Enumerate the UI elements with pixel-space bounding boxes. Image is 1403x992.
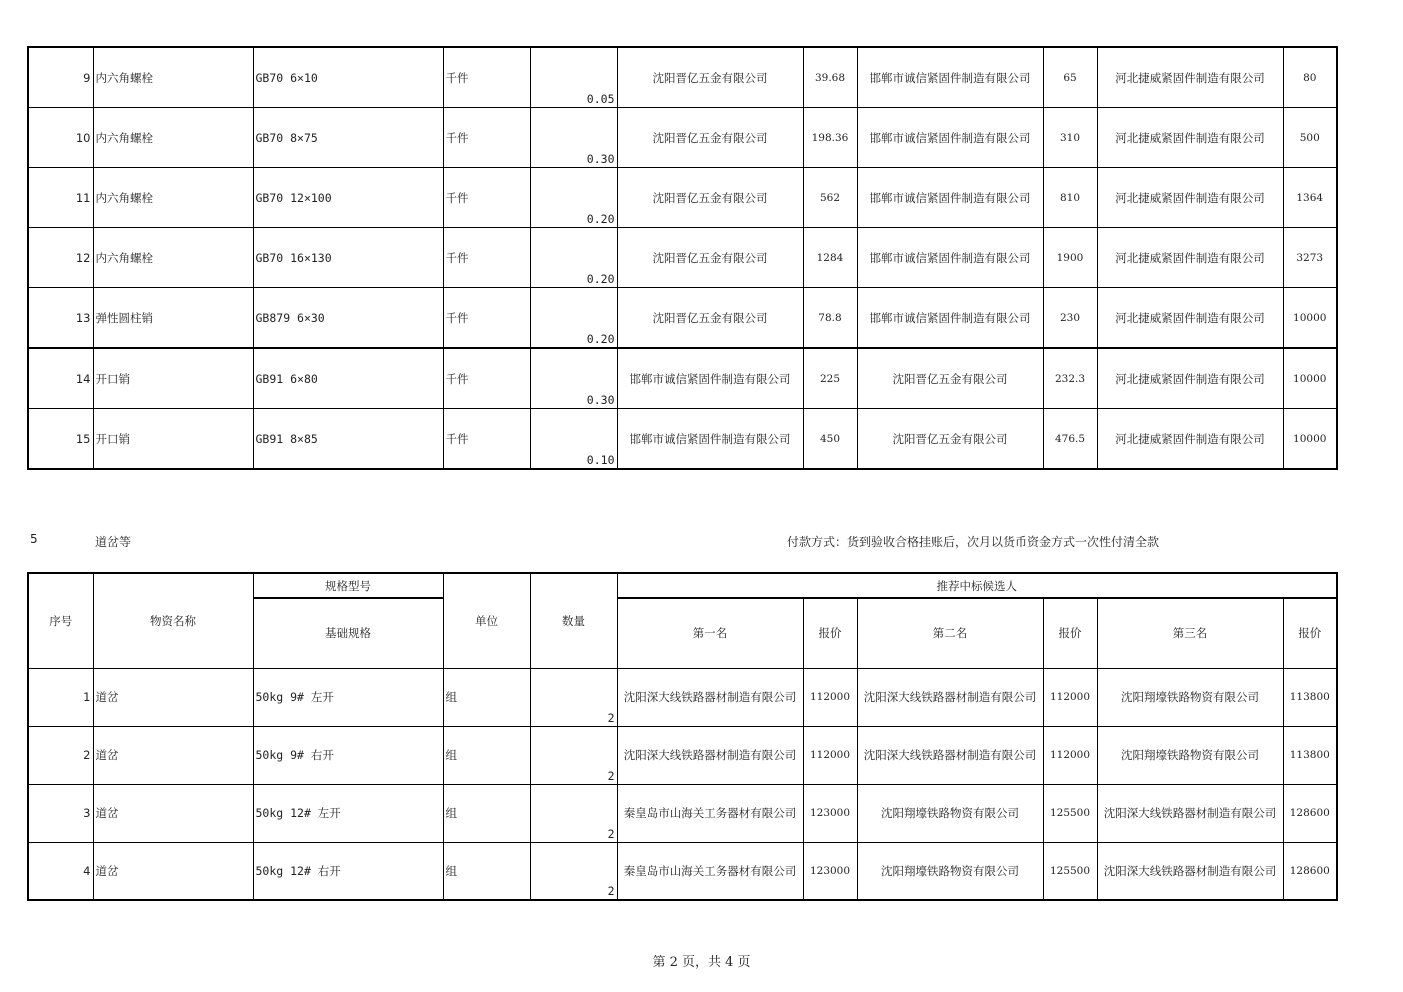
unit: 千件 — [443, 348, 530, 409]
third-candidate: 河北捷威紧固件制造有限公司 — [1097, 168, 1283, 228]
table-row — [28, 668, 1337, 726]
quantity: 0.20 — [530, 288, 617, 349]
section-name: 道岔等 — [95, 535, 132, 549]
first-price: 225 — [803, 348, 857, 409]
unit: 千件 — [443, 409, 530, 470]
first-price: 123000 — [803, 842, 857, 900]
page-footer: 第 2 页，共 4 页 — [652, 955, 751, 970]
second-price: 476.5 — [1043, 409, 1097, 470]
third-price: 10000 — [1283, 409, 1337, 470]
spec: GB879 6×30 — [253, 288, 443, 349]
section-number: 5 — [30, 532, 38, 546]
second-price: 125500 — [1043, 842, 1097, 900]
spec: GB91 8×85 — [253, 409, 443, 470]
table-row — [28, 784, 1337, 842]
header-price2: 报价 — [1043, 598, 1097, 668]
first-price: 198.36 — [803, 108, 857, 168]
third-candidate: 沈阳翔壕铁路物资有限公司 — [1097, 668, 1283, 726]
table-row — [28, 288, 1337, 349]
material-name: 内六角螺栓 — [93, 108, 253, 168]
second-candidate: 邯郸市诚信紧固件制造有限公司 — [857, 288, 1043, 349]
spec: 50kg 9# 左开 — [253, 668, 443, 726]
unit: 千件 — [443, 168, 530, 228]
first-candidate: 沈阳深大线铁路器材制造有限公司 — [617, 726, 803, 784]
first-candidate: 沈阳晋亿五金有限公司 — [617, 168, 803, 228]
first-price: 450 — [803, 409, 857, 470]
third-candidate: 河北捷威紧固件制造有限公司 — [1097, 409, 1283, 470]
row-number: 3 — [28, 784, 93, 842]
third-candidate: 河北捷威紧固件制造有限公司 — [1097, 288, 1283, 349]
second-price: 230 — [1043, 288, 1097, 349]
second-candidate: 沈阳晋亿五金有限公司 — [857, 348, 1043, 409]
unit: 组 — [443, 668, 530, 726]
quantity: 0.20 — [530, 228, 617, 288]
first-price: 1284 — [803, 228, 857, 288]
second-candidate: 沈阳翔壕铁路物资有限公司 — [857, 842, 1043, 900]
first-price: 112000 — [803, 726, 857, 784]
third-price: 3273 — [1283, 228, 1337, 288]
header-unit: 单位 — [443, 573, 530, 668]
third-price: 113800 — [1283, 726, 1337, 784]
row-number: 12 — [28, 228, 93, 288]
third-price: 128600 — [1283, 784, 1337, 842]
turnout-table — [27, 572, 1338, 901]
first-price: 123000 — [803, 784, 857, 842]
third-price: 10000 — [1283, 288, 1337, 349]
table-row — [28, 108, 1337, 168]
header-price3: 报价 — [1283, 598, 1337, 668]
material-name: 内六角螺栓 — [93, 228, 253, 288]
second-candidate: 邯郸市诚信紧固件制造有限公司 — [857, 108, 1043, 168]
spec: GB70 8×75 — [253, 108, 443, 168]
first-candidate: 沈阳晋亿五金有限公司 — [617, 108, 803, 168]
quantity: 2 — [530, 842, 617, 900]
second-price: 810 — [1043, 168, 1097, 228]
row-number: 11 — [28, 168, 93, 228]
header-material: 物资名称 — [93, 573, 253, 668]
unit: 组 — [443, 842, 530, 900]
table-row — [28, 409, 1337, 470]
material-name: 内六角螺栓 — [93, 47, 253, 108]
first-candidate: 邯郸市诚信紧固件制造有限公司 — [617, 409, 803, 470]
third-candidate: 沈阳深大线铁路器材制造有限公司 — [1097, 784, 1283, 842]
unit: 千件 — [443, 108, 530, 168]
second-price: 310 — [1043, 108, 1097, 168]
row-number: 2 — [28, 726, 93, 784]
third-candidate: 河北捷威紧固件制造有限公司 — [1097, 228, 1283, 288]
material-name: 道岔 — [93, 726, 253, 784]
first-candidate: 秦皇岛市山海关工务器材有限公司 — [617, 784, 803, 842]
spec: GB70 6×10 — [253, 47, 443, 108]
quantity: 2 — [530, 668, 617, 726]
quantity: 0.05 — [530, 47, 617, 108]
first-price: 78.8 — [803, 288, 857, 349]
first-price: 39.68 — [803, 47, 857, 108]
spec: 50kg 12# 左开 — [253, 784, 443, 842]
quantity: 2 — [530, 726, 617, 784]
quantity: 0.30 — [530, 108, 617, 168]
third-price: 113800 — [1283, 668, 1337, 726]
material-name: 开口销 — [93, 348, 253, 409]
table-row — [28, 168, 1337, 228]
quantity: 0.30 — [530, 348, 617, 409]
material-name: 道岔 — [93, 842, 253, 900]
unit: 千件 — [443, 47, 530, 108]
header-recommend: 推荐中标候选人 — [617, 573, 1337, 598]
third-price: 80 — [1283, 47, 1337, 108]
table-row — [28, 348, 1337, 409]
third-price: 10000 — [1283, 348, 1337, 409]
second-candidate: 沈阳深大线铁路器材制造有限公司 — [857, 668, 1043, 726]
row-number: 1 — [28, 668, 93, 726]
material-name: 开口销 — [93, 409, 253, 470]
header-seq: 序号 — [28, 573, 93, 668]
third-candidate: 河北捷威紧固件制造有限公司 — [1097, 348, 1283, 409]
first-candidate: 沈阳晋亿五金有限公司 — [617, 288, 803, 349]
row-number: 10 — [28, 108, 93, 168]
unit: 千件 — [443, 288, 530, 349]
second-candidate: 沈阳深大线铁路器材制造有限公司 — [857, 726, 1043, 784]
second-price: 112000 — [1043, 668, 1097, 726]
row-number: 13 — [28, 288, 93, 349]
second-candidate: 邯郸市诚信紧固件制造有限公司 — [857, 228, 1043, 288]
third-candidate: 沈阳深大线铁路器材制造有限公司 — [1097, 842, 1283, 900]
third-candidate: 河北捷威紧固件制造有限公司 — [1097, 47, 1283, 108]
second-price: 232.3 — [1043, 348, 1097, 409]
header-price1: 报价 — [803, 598, 857, 668]
row-number: 14 — [28, 348, 93, 409]
row-number: 9 — [28, 47, 93, 108]
first-candidate: 沈阳深大线铁路器材制造有限公司 — [617, 668, 803, 726]
material-name: 弹性圆柱销 — [93, 288, 253, 349]
row-number: 15 — [28, 409, 93, 470]
quantity: 2 — [530, 784, 617, 842]
second-candidate: 沈阳晋亿五金有限公司 — [857, 409, 1043, 470]
header-spec-basic: 基础规格 — [253, 598, 443, 668]
material-table-continued — [27, 46, 1338, 470]
unit: 组 — [443, 726, 530, 784]
table-row — [28, 842, 1337, 900]
second-price: 65 — [1043, 47, 1097, 108]
third-price: 500 — [1283, 108, 1337, 168]
spec: 50kg 9# 右开 — [253, 726, 443, 784]
material-name: 内六角螺栓 — [93, 168, 253, 228]
table-row — [28, 726, 1337, 784]
quantity: 0.10 — [530, 409, 617, 470]
quantity: 0.20 — [530, 168, 617, 228]
second-price: 125500 — [1043, 784, 1097, 842]
payment-terms: 付款方式：货到验收合格挂账后，次月以货币资金方式一次性付清全款 — [787, 535, 1160, 549]
first-price: 112000 — [803, 668, 857, 726]
second-candidate: 邯郸市诚信紧固件制造有限公司 — [857, 47, 1043, 108]
unit: 千件 — [443, 228, 530, 288]
first-candidate: 沈阳晋亿五金有限公司 — [617, 47, 803, 108]
third-candidate: 河北捷威紧固件制造有限公司 — [1097, 108, 1283, 168]
spec: GB91 6×80 — [253, 348, 443, 409]
unit: 组 — [443, 784, 530, 842]
header-second: 第二名 — [857, 598, 1043, 668]
row-number: 4 — [28, 842, 93, 900]
third-price: 128600 — [1283, 842, 1337, 900]
third-price: 1364 — [1283, 168, 1337, 228]
header-qty: 数量 — [530, 573, 617, 668]
first-candidate: 沈阳晋亿五金有限公司 — [617, 228, 803, 288]
second-candidate: 沈阳翔壕铁路物资有限公司 — [857, 784, 1043, 842]
first-price: 562 — [803, 168, 857, 228]
first-candidate: 秦皇岛市山海关工务器材有限公司 — [617, 842, 803, 900]
spec: GB70 16×130 — [253, 228, 443, 288]
header-first: 第一名 — [617, 598, 803, 668]
table-row — [28, 228, 1337, 288]
second-price: 112000 — [1043, 726, 1097, 784]
third-candidate: 沈阳翔壕铁路物资有限公司 — [1097, 726, 1283, 784]
spec: 50kg 12# 右开 — [253, 842, 443, 900]
spec: GB70 12×100 — [253, 168, 443, 228]
material-name: 道岔 — [93, 668, 253, 726]
second-price: 1900 — [1043, 228, 1097, 288]
first-candidate: 邯郸市诚信紧固件制造有限公司 — [617, 348, 803, 409]
material-name: 道岔 — [93, 784, 253, 842]
header-third: 第三名 — [1097, 598, 1283, 668]
table-row — [28, 47, 1337, 108]
second-candidate: 邯郸市诚信紧固件制造有限公司 — [857, 168, 1043, 228]
header-spec-group: 规格型号 — [253, 573, 443, 598]
